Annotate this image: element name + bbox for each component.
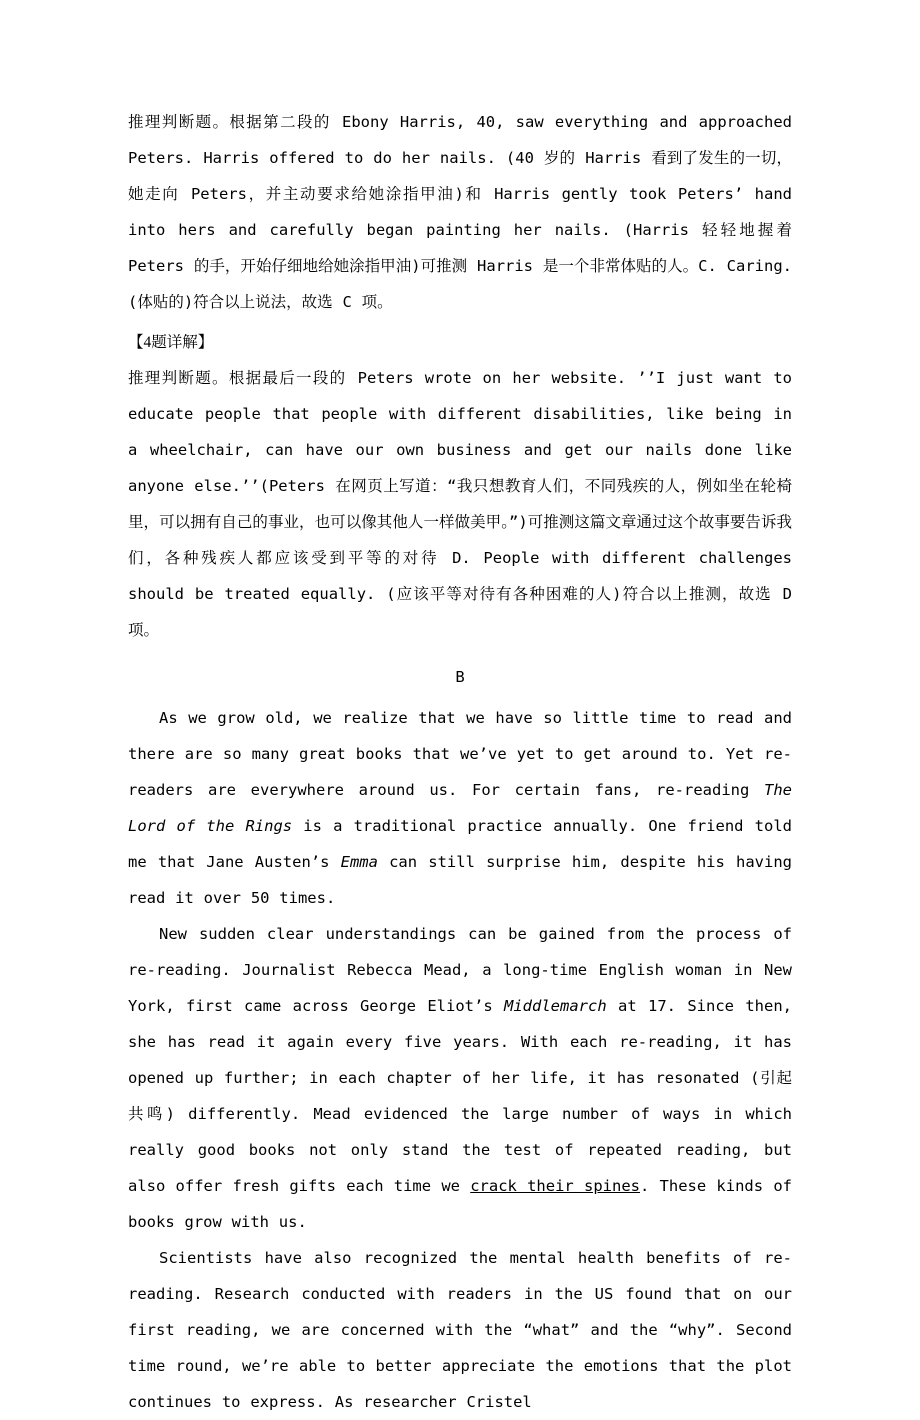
passage-heading-b: B	[455, 668, 465, 686]
reading-passage	[128, 700, 792, 1420]
emphasis-run: Middlemarch	[504, 997, 607, 1015]
emphasis-run: The Lord of the Rings	[128, 781, 792, 835]
question-4-label: 【4题详解】	[128, 334, 214, 351]
passage-paragraph-3: Scientists have also recognized the mental health benefits of re-reading. Research conducted with readers in the US found that on our first reading, we are concerned with the “what” and the “why”. Second time round, we’re able to better appreciate the emotions that the plot continues to express. As researcher Cristel	[128, 1249, 792, 1411]
emphasis-run: Emma	[340, 853, 378, 871]
answer-explanation-4: 推理判断题。根据最后一段的 Peters wrote on her website. ’’I just want to educate people that people with different disabilities, like being in a wheelchair, can have our own business and get our nails done like anyone else.’’(Peters 在网页上写道：“我只想教育人们，不同残疾的人，例如坐在轮椅里，可以拥有自己的事业，也可以像其他人一样做美甲。”)可推测这篇文章通过这个故事要告诉我们，各种残疾人都应该受到平等的对待 D. People with different challenges should be treated equally. (应该平等对待有各种困难的人)符合以上推测，故选 D 项。	[128, 369, 792, 639]
emphasis-run: crack their spines	[470, 1177, 640, 1195]
answer-explanation-3: 推理判断题。根据第二段的 Ebony Harris, 40, saw everything and approached Peters. Harris offered to do her nails. (40 岁的 Harris 看到了发生的一切，她走向 Peters，并主动要求给她涂指甲油)和 Harris gently took Peters’ hand into hers and carefully began painting her nails. (Harris 轻轻地握着 Peters 的手，开始仔细地给她涂指甲油)可推测 Harris 是一个非常体贴的人。C. Caring.(体贴的)符合以上说法，故选 C 项。	[128, 113, 792, 311]
passage-paragraph-2: New sudden clear understandings can be gained from the process of re-reading. Journalist Rebecca Mead, a long-time English woman in New York, first came across George Eliot’s Middlemarch at 17. Since then, she has read it again every five years. With each re-reading, it has opened up further; in each chapter of her life, it has resonated (引起共鸣) differently. Mead evidenced the large number of ways in which really good books not only stand the test of repeated reading, but also offer fresh gifts each time we crack their spines. These kinds of books grow with us.	[128, 925, 792, 1231]
passage-paragraph-1: As we grow old, we realize that we have so little time to read and there are so many great books that we’ve yet to get around to. Yet re-readers are everywhere around us. For certain fans, re-reading The Lord of the Rings is a traditional practice annually. One friend told me that Jane Austen’s Emma can still surprise him, despite his having read it over 50 times.	[128, 709, 792, 907]
page-content	[128, 104, 792, 1420]
